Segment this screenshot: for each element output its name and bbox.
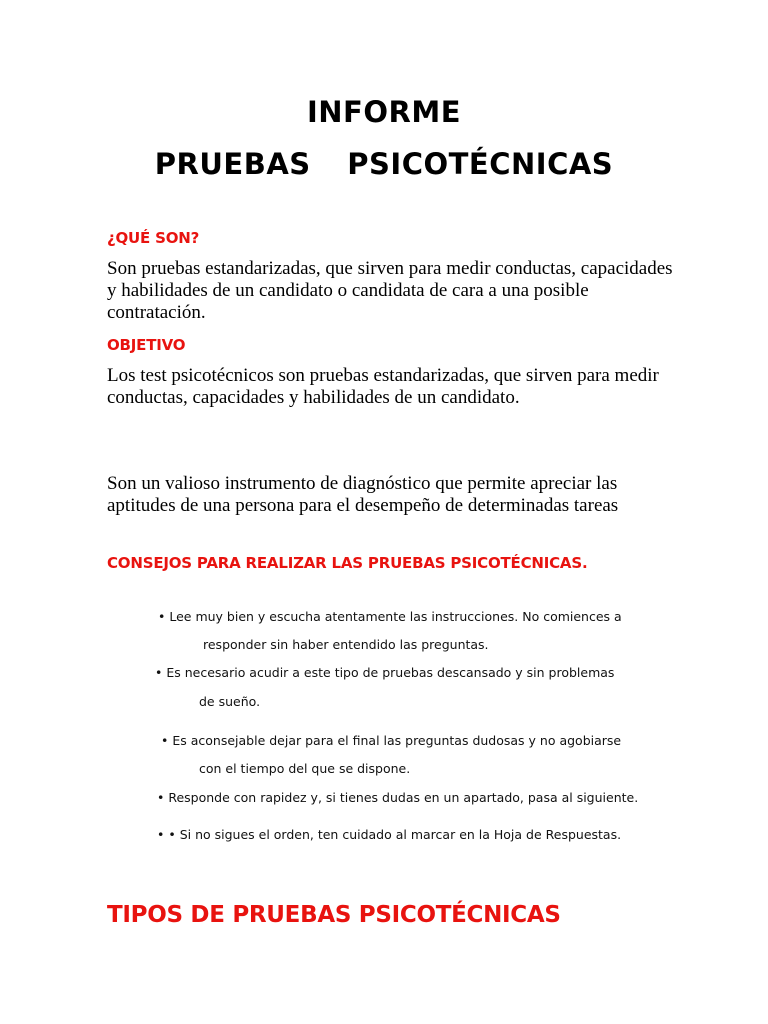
report-subtitle: PRUEBAS PSICOTÉCNICAS: [154, 147, 614, 181]
heading-consejos: CONSEJOS PARA REALIZAR LAS PRUEBAS PSICOTÉCNICAS.: [107, 554, 588, 572]
list-item: • Es necesario acudir a este tipo de pruebas descansado y sin problemas: [155, 665, 615, 680]
paragraph-objetivo-1: Los test psicotécnicos son pruebas estandarizadas, que sirven para medir conductas, capacidades y habilidades de un candidato.: [107, 365, 659, 408]
paragraph-que-son: Son pruebas estandarizadas, que sirven para medir conductas, capacidades y habilidades de un candidato o candidata de cara a una posible contratación.: [107, 258, 673, 323]
list-item-continuation: responder sin haber entendido las preguntas.: [203, 637, 489, 652]
list-item: • Lee muy bien y escucha atentamente las instrucciones. No comiences a: [158, 609, 622, 624]
paragraph-objetivo-2: Son un valioso instrumento de diagnóstico que permite apreciar las aptitudes de una persona para el desempeño de determinadas tareas: [107, 473, 619, 516]
list-item: • • Si no sigues el orden, ten cuidado al marcar en la Hoja de Respuestas.: [157, 827, 622, 842]
heading-tipos: TIPOS DE PRUEBAS PSICOTÉCNICAS: [107, 902, 561, 928]
list-item-continuation: de sueño.: [199, 694, 261, 709]
list-item: • Responde con rapidez y, si tienes dudas en un apartado, pasa al siguiente.: [157, 790, 639, 805]
heading-que-son: ¿QUÉ SON?: [107, 229, 200, 247]
list-item-continuation: con el tiempo del que se dispone.: [199, 761, 411, 776]
report-title: INFORME: [306, 95, 462, 129]
heading-objetivo: OBJETIVO: [107, 336, 186, 354]
list-item: • Es aconsejable dejar para el final las preguntas dudosas y no agobiarse: [161, 733, 622, 748]
